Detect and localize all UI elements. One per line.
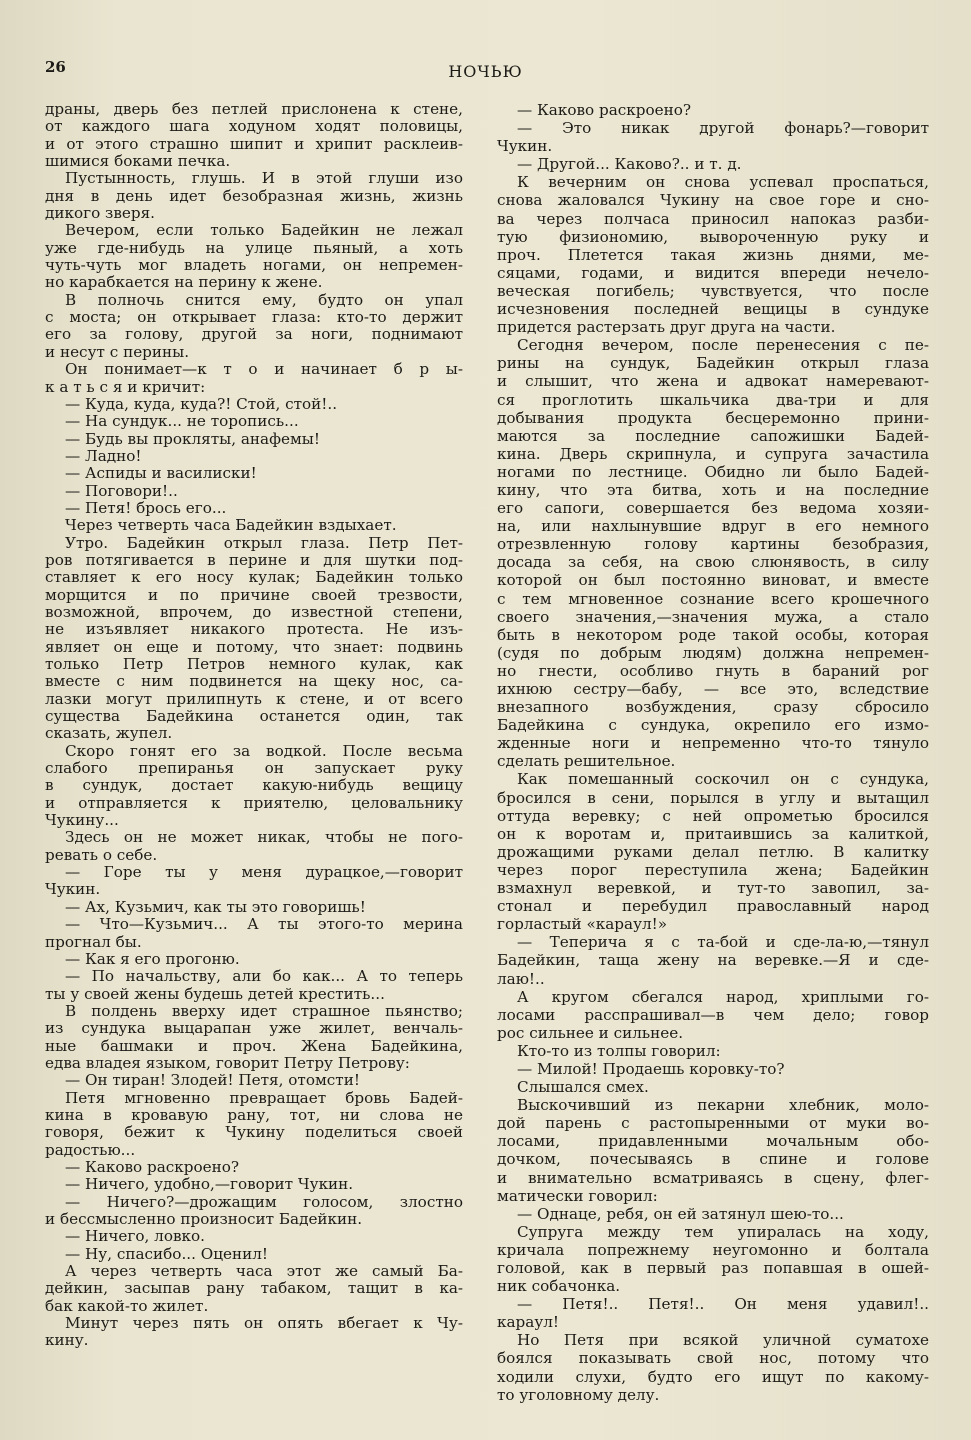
text-line: ногами по лестнице. Обидно ли было Бадей- [497,462,929,481]
paragraph [497,336,929,770]
text-line: драны, дверь без петлей прислонена к стене, [45,100,463,118]
paragraph [497,101,929,119]
text-line: — Он тиран! Злодей! Петя, отомсти! [65,1071,360,1090]
text-line: Чукин. [45,880,101,899]
text-line: Слышался смех. [517,1078,649,1097]
text-line: слабого препиранья он запускает руку [45,759,463,778]
text-line: своего значения,—значения мужа, а стало [497,607,929,626]
text-line: дой парень с растопыренными от муки во- [497,1114,929,1133]
paragraph [497,1078,929,1096]
paragraph [497,1295,929,1331]
paragraph [45,170,463,222]
text-line: Через четверть часа Бадейкин вздыхает. [65,516,397,535]
paragraph [45,951,463,968]
paragraph [497,173,929,336]
text-line: — Ничего, удобно,—говорит Чукин. [65,1175,354,1194]
text-line: (судя по добрым людям) должна непремен- [497,643,929,662]
text-line: — Однаце, ребя, он ей затянул шею-то... [517,1204,844,1223]
paragraph [497,1096,929,1205]
text-line: дейкин, засыпав рану табаком, тащит в ка- [45,1279,463,1298]
text-line: А через четверть часа этот же самый Ба- [65,1262,463,1281]
paragraph [497,1205,929,1223]
text-line: снова жаловался Чукину на свое горе и сно- [497,191,929,210]
text-line: — Ну, спасибо... Оценил! [65,1244,268,1263]
right-column [497,101,929,1404]
text-line: и от этого страшно шипит и хрипит расклеив- [45,134,463,153]
paragraph [45,101,463,170]
text-line: в сундук, достает какую-нибудь вещицу [45,776,463,795]
text-line: являет он еще и потому, что знает: подвинь [45,637,463,656]
text-line: караул! [497,1313,560,1332]
text-line: едва владея языком, говорит Петру Петрову: [45,1053,410,1072]
paragraph [45,743,463,830]
text-line: — Как я его прогоню. [65,949,240,968]
paragraph [45,448,463,465]
paragraph [45,1159,463,1176]
text-line: и отправляется к приятелю, целовальнику [45,793,463,812]
text-line: с тем мгновенное сознание всего крошечного [497,589,929,608]
text-line: то уголовному делу. [497,1385,660,1404]
text-line: которой он был постоянно виноват, и вместе [497,571,929,590]
paragraph [45,517,463,534]
text-line: чуть-чуть мог владеть ногами, он непремен- [45,256,463,275]
text-line: маются за последние сапожишки Бадей- [497,426,929,445]
paragraph [45,1246,463,1263]
text-line: прогнал бы. [45,932,142,951]
text-line: — Куда, куда, куда?! Стой, стой!.. [65,394,338,413]
text-line: лазки могут прилипнуть к стене, и от всего [45,689,463,708]
text-line: Чукину... [45,811,119,830]
text-line: уже где-нибудь на улице пьяный, а хоть [45,238,463,257]
text-line: досада за себя, на свою слюнявость, в силу [497,553,929,572]
paragraph [45,864,463,899]
text-line: А кругом сбегался народ, хриплыми го- [517,987,929,1006]
paragraph [45,1228,463,1245]
text-line: Бадейкин, таща жену на веревке.—Я и сде- [497,951,929,970]
text-line: от каждого шага ходуном ходят половицы, [45,117,463,136]
text-line: через порог переступила жена; Бадейкин [497,860,929,879]
text-line: — Ладно! [65,446,142,465]
running-title: НОЧЬЮ [448,62,523,81]
text-line: — Петя! брось его... [65,498,227,517]
text-line: кина в кровавую рану, тот, ни слова не [45,1105,463,1124]
page-number: 26 [45,58,66,76]
text-line: он к воротам и, притаившись за калиткой, [497,824,929,843]
paragraph [45,535,463,743]
text-line: ва через полчаса приносил напоказ разби- [497,209,929,228]
text-line: Бадейкина с сундука, окрепило его измо- [497,716,929,735]
text-line: шимися боками печка. [45,152,231,171]
paragraph [45,222,463,291]
paragraph [45,968,463,1003]
text-line: Сегодня вечером, после перенесения с пе- [517,336,929,355]
text-line: Скоро гонят его за водкой. После весьма [65,741,463,760]
text-line: придется растерзать друг друга на части. [497,318,836,337]
text-line: его сапоги, совершается без ведома хозяи- [497,499,929,518]
text-line: на, или нахлынувшие вдруг в его немного [497,517,929,536]
text-line: ные башмаки и проч. Жена Бадейкина, [45,1036,463,1055]
text-line: дрожащими руками делал петлю. В калитку [497,842,929,861]
paragraph [45,1194,463,1229]
paragraph [45,361,463,396]
text-line: — Ах, Кузьмич, как ты это говоришь! [65,897,366,916]
text-line: говоря, бежит к Чукину поделиться своей [45,1123,463,1142]
text-line: Утро. Бадейкин открыл глаза. Петр Пет- [65,533,463,552]
text-line: ходили слухи, будто его ищут по какому- [497,1367,929,1386]
text-line: кину, что эта битва, хоть и на последние [497,480,929,499]
text-line: ставляет к его носу кулак; Бадейкин только [45,568,463,587]
text-line: Супруга между тем упиралась на ходу, [517,1222,929,1241]
text-line: лаю!.. [497,969,545,988]
text-line: Петя мгновенно превращает бровь Бадей- [65,1088,463,1107]
paragraph [45,1315,463,1350]
text-line: сяцами, годами, и видится впереди нечело- [497,263,929,282]
text-line: Кто-то из толпы говорил: [517,1041,721,1060]
paragraph [497,988,929,1042]
text-line: сделать решительное. [497,752,676,771]
text-line: морщится и по причине своей трезвости, [45,585,463,604]
paragraph [497,1223,929,1295]
text-line: рины на сундук, Бадейкин открыл глаза [497,354,929,373]
text-line: добывания продукта бесцеремонно прини- [497,408,929,427]
paragraph [45,483,463,500]
paragraph [497,1331,929,1403]
text-line: матически говорил: [497,1186,658,1205]
paragraph [497,1042,929,1060]
paragraph [497,1060,929,1078]
text-line: — На сундук... не торопись... [65,412,299,431]
text-line: ихнюю сестру—бабу, — все это, вследствие [497,680,929,698]
paragraph [45,1090,463,1159]
text-line: из сундука выцарапан уже жилет, венчаль- [45,1019,463,1038]
paragraph [45,829,463,864]
text-line: Минут через пять он опять вбегает к Чу- [65,1314,463,1333]
text-line: лосами, придавленными мочальным обо- [497,1132,929,1151]
text-line: — Каково раскроено? [65,1157,240,1176]
text-line: сказать, жупел. [45,724,173,743]
text-line: Пустынность, глушь. И в этой глуши изо [65,169,463,188]
paragraph [497,155,929,173]
text-line: Вечером, если только Бадейкин не лежал [65,221,463,240]
text-line: к а т ь с я и кричит: [45,377,206,396]
text-line: ник собачонка. [497,1277,621,1296]
paragraph [497,933,929,987]
text-line: Здесь он не может никак, чтобы не пого- [65,828,463,847]
left-column [45,101,463,1350]
text-line: внезапного возбуждения, сразу сбросило [497,698,929,717]
text-line: ты у своей жены будешь детей крестить... [45,984,385,1003]
paragraph [45,1176,463,1193]
text-line: веческая погибель; чувствуется, что после [497,281,929,300]
text-line: — Аспиды и василиски! [65,464,257,483]
text-line: возможной, впрочем, до известной степени, [45,602,463,621]
text-line: головой, как в первый раз попавшая в ошей- [497,1259,929,1277]
text-line: — Ничего?—дрожащим голосом, злостно [65,1192,463,1211]
text-line: только Петр Петров немного кулак, как [45,655,463,673]
paragraph [45,292,463,361]
paragraph [497,119,929,155]
text-line: кина. Дверь скрипнула, и супруга зачастила [497,444,929,463]
paragraph [45,413,463,430]
text-line: — Будь вы прокляты, анафемы! [65,429,320,448]
paragraph [45,431,463,448]
text-line: но карабкается на перину к жене. [45,273,323,292]
paragraph [45,916,463,951]
text-line: ревать о себе. [45,845,158,864]
text-line: дня в день идет безобразная жизнь, жизнь [45,186,463,205]
text-line: — Что—Кузьмич... А ты этого-то мерина [65,915,463,934]
text-line: и внимательно всматриваясь в сцену, флег- [497,1168,929,1187]
paragraph [45,465,463,482]
text-line: стонал и перебудил православный народ [497,897,929,916]
paragraph [45,899,463,916]
text-line: вместе с ним подвинется на щеку нос, са- [45,672,463,691]
text-line: существа Бадейкина останется один, так [45,707,463,726]
paragraph [45,1003,463,1072]
text-line: — Поговори!.. [65,481,178,500]
text-line: — Ничего, ловко. [65,1227,205,1246]
paragraph [45,1263,463,1315]
text-line: К вечерним он снова успевал проспаться, [517,173,929,192]
text-line: Чукин. [497,137,553,156]
paragraph [45,396,463,413]
text-line: радостью... [45,1140,136,1159]
text-line: — Петя!.. Петя!.. Он меня удавил!.. [517,1295,929,1314]
text-line: и бессмысленно произносит Бадейкин. [45,1210,363,1228]
text-line: но гнести, особливо гнуть в бараний рог [497,661,929,680]
text-line: Выскочивший из пекарни хлебник, моло- [517,1096,929,1115]
text-line: дикого зверя. [45,204,155,223]
text-line: с моста; он открывает глаза: кто-то держит [45,308,463,327]
text-line: ся проглотить шкальчика два-три и для [497,390,929,409]
text-line: кину. [45,1331,89,1350]
paragraph [45,500,463,517]
text-line: и несут с перины. [45,342,190,361]
text-line: рос сильнее и сильнее. [497,1023,684,1042]
text-line: и слышит, что жена и адвокат намеревают- [497,372,929,391]
text-line: Но Петя при всякой уличной суматохе [517,1331,929,1350]
text-line: тую физиономию, вывороченную руку и [497,227,929,246]
text-line: — Горе ты у меня дурацкое,—говорит [65,863,463,882]
text-line: горластый «караул!» [497,915,668,934]
text-line: — Каково раскроено? [517,101,692,119]
text-line: отрезвленную голову картины безобразия, [497,535,929,554]
text-line: быть в некотором роде такой особы, которая [497,625,929,644]
text-line: исчезновения последней вещицы в сундуке [497,300,929,319]
text-line: Как помешанный соскочил он с сундука, [517,770,929,789]
text-line: ров потягивается в перине и для шутки под- [45,550,463,569]
text-line: оттуда веревку; с ней опрометью бросился [497,806,929,825]
text-line: — Другой... Каково?.. и т. д. [517,155,742,174]
text-line: бросился в сени, порылся в углу и вытащил [497,788,929,807]
text-line: — Милой! Продаешь коровку-то? [517,1059,785,1078]
paragraph [497,770,929,933]
text-line: взмахнул веревкой, и тут-то завопил, за- [497,879,929,898]
paragraph [45,1072,463,1089]
text-line: Он понимает—к т о и начинает б р ы- [65,360,463,379]
text-line: — Это никак другой фонарь?—говорит [517,119,929,138]
text-line: — По начальству, али бо как... А то теперь [65,967,463,986]
text-line: не изъявляет никакого протеста. Не изъ- [45,620,463,639]
text-line: В полдень вверху идет страшное пьянство; [65,1001,463,1020]
text-line: В полночь снится ему, будто он упал [65,290,463,309]
text-line: его за голову, другой за ноги, поднимают [45,325,463,344]
text-line: проч. Плетется такая жизнь днями, ме- [497,245,929,264]
text-line: боялся показывать свой нос, потому что [497,1349,929,1368]
text-line: дочком, почесываясь в спине и голове [497,1150,929,1169]
text-line: — Теперича я с та-бой и сде-ла-ю,—тянул [517,933,929,952]
text-line: кричала попрежнему неугомонно и болтала [497,1240,929,1259]
text-line: бак какой-то жилет. [45,1296,209,1315]
text-line: жденные ноги и непременно что-то тянуло [497,734,929,753]
text-line: лосами расспрашивал—в чем дело; говор [497,1005,929,1024]
